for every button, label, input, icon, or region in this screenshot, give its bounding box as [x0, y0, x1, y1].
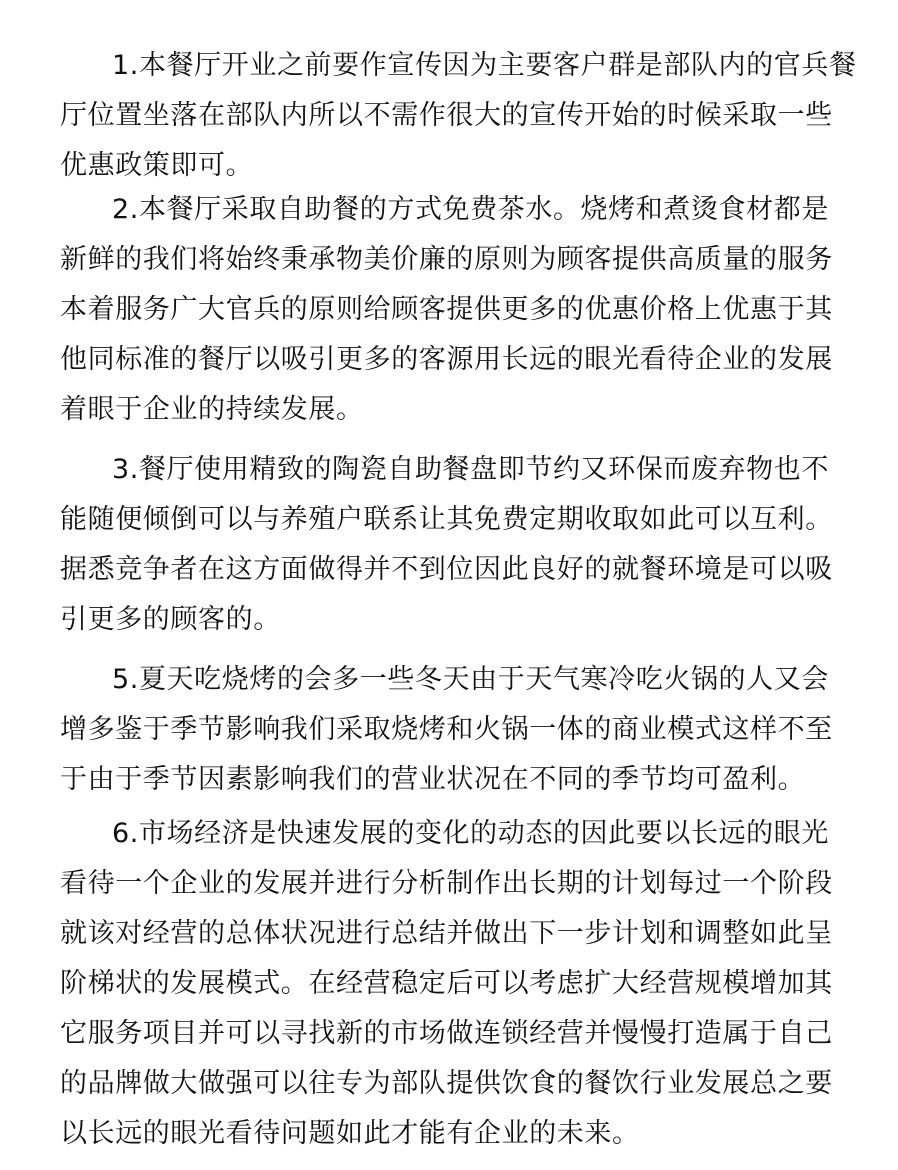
paragraph-line: 能随便倾倒可以与养殖户联系让其免费定期收取如此可以互利。 — [60, 504, 833, 535]
paragraph-line: 他同标准的餐厅以吸引更多的客源用长远的眼光看待企业的发展 — [60, 344, 833, 375]
paragraph-line: 厅位置坐落在部队内所以不需作很大的宣传开始的时候采取一些 — [60, 100, 833, 131]
paragraph-3 — [60, 445, 850, 645]
paragraph-6 — [60, 809, 850, 1159]
paragraph-line: 看待一个企业的发展并进行分析制作出长期的计划每过一个阶段 — [60, 868, 833, 899]
paragraph-line: 的品牌做大做强可以往专为部队提供饮食的餐饮行业发展总之要 — [60, 1068, 833, 1099]
paragraph-line: 5.夏天吃烧烤的会多一些冬天由于天气寒冷吃火锅的人又会 — [112, 664, 829, 695]
paragraph-line: 引更多的顾客的。 — [60, 604, 281, 635]
paragraph-line: 本着服务广大官兵的原则给顾客提供更多的优惠价格上优惠于其 — [60, 294, 833, 325]
paragraph-line: 于由于季节因素影响我们的营业状况在不同的季节均可盈利。 — [60, 764, 806, 795]
paragraph-line: 据悉竞争者在这方面做得并不到位因此良好的就餐环境是可以吸 — [60, 554, 833, 585]
paragraph-line: 新鲜的我们将始终秉承物美价廉的原则为顾客提供高质量的服务 — [60, 244, 833, 275]
paragraph-line: 6.市场经济是快速发展的变化的动态的因此要以长远的眼光 — [112, 818, 829, 849]
paragraph-line: 阶梯状的发展模式。在经营稳定后可以考虑扩大经营规模增加其 — [60, 968, 833, 999]
paragraph-line: 1.本餐厅开业之前要作宣传因为主要客户群是部队内的官兵餐 — [112, 50, 857, 81]
paragraph-line: 优惠政策即可。 — [60, 150, 254, 181]
paragraph-line: 它服务项目并可以寻找新的市场做连锁经营并慢慢打造属于自己 — [60, 1018, 833, 1049]
paragraph-1 — [60, 41, 857, 191]
paragraph-line: 2.本餐厅采取自助餐的方式免费茶水。烧烤和煮烫食材都是 — [112, 194, 829, 225]
paragraph-5 — [60, 655, 850, 805]
paragraph-line: 着眼于企业的持续发展。 — [60, 394, 364, 425]
paragraph-line: 3.餐厅使用精致的陶瓷自助餐盘即节约又环保而废弃物也不 — [112, 454, 829, 485]
paragraph-line: 增多鉴于季节影响我们采取烧烤和火锅一体的商业模式这样不至 — [60, 714, 833, 745]
paragraph-line: 以长远的眼光看待问题如此才能有企业的未来。 — [60, 1118, 640, 1149]
paragraph-2 — [60, 185, 850, 435]
paragraph-line: 就该对经营的总体状况进行总结并做出下一步计划和调整如此呈 — [60, 918, 833, 949]
